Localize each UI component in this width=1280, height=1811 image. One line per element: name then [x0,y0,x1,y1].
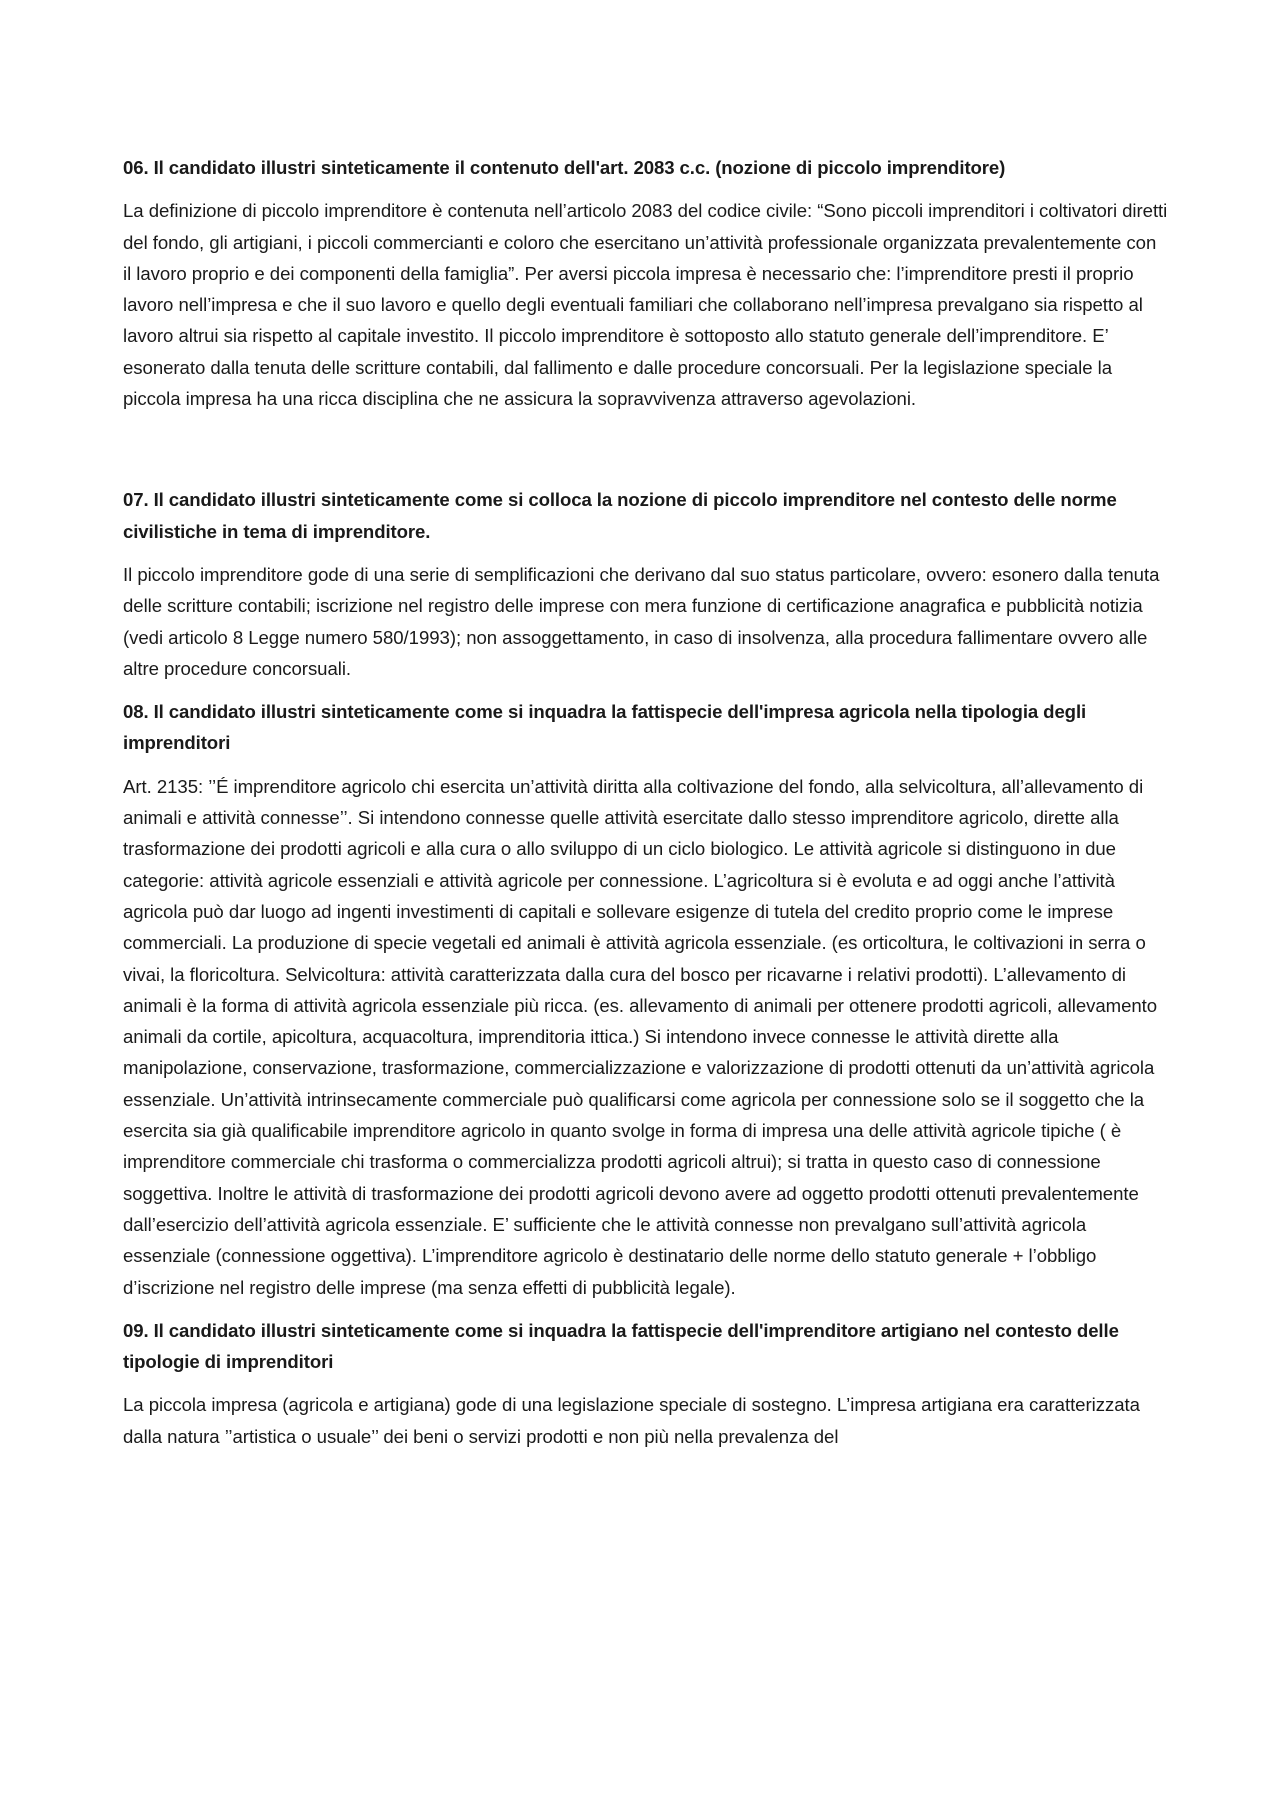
answer-06-paragraph: La definizione di piccolo imprenditore è contenuta nell’articolo 2083 del codice civile: “Sono piccoli imprenditori i coltivatori diretti del fondo, gli artigiani, i piccoli commercianti e coloro che esercitano un’attività professionale organizzata prevalentemente con il lavoro proprio e dei componenti della famiglia”. Per aversi piccola impresa è necessario che: l’imprenditore presti il proprio lavoro nell’impresa e che il suo lavoro e quello degli eventuali familiari che collaborano nell’impresa prevalgano sia rispetto al lavoro altrui sia rispetto al capitale investito. Il piccolo imprenditore è sottoposto allo statuto generale dell’imprenditore. E’ esonerato dalla tenuta delle scritture contabili, dal fallimento e dalle procedure concorsuali. Per la legislazione speciale la piccola impresa ha una ricca disciplina che ne assicura la sopravvivenza attraverso agevolazioni. [123,200,1168,410]
answer-08-paragraph: Art. 2135: ’’É imprenditore agricolo chi esercita un’attività diritta alla coltivazione del fondo, alla selvicoltura, all’allevamento di animali e attività connesse’’. Si intendono connesse quelle attività esercitate dallo stesso imprenditore agricolo, dirette alla trasformazione dei prodotti agricoli e alla cura o allo sviluppo di un ciclo biologico. Le attività agricole si distinguono in due categorie: attività agricole essenziali e attività agricole per connessione. L’agricoltura si è evoluta e ad oggi anche l’attività agricola può dar luogo ad ingenti investimenti di capitali e sollevare esigenze di tutela del credito proprio come le imprese commerciali. La produzione di specie vegetali ed animali è attività agricola essenziale. (es orticoltura, le coltivazioni in serra o vivai, la floricoltura. Selvicoltura: attività caratterizzata dalla cura del bosco per ricavarne i relativi prodotti). L’allevamento di animali è la forma di attività agricola essenziale più ricca. (es. allevamento di animali per ottenere prodotti agricoli, allevamento animali da cortile, apicoltura, acquacoltura, imprenditoria ittica.) Si intendono invece connesse le attività dirette alla manipolazione, conservazione, trasformazione, commercializzazione e valorizzazione di prodotti ottenuti da un’attività agricola essenziale. Un’attività intrinsecamente commerciale può qualificarsi come agricola per connessione solo se il soggetto che la esercita sia già qualificabile imprenditore agricolo in quanto svolge in forma di impresa una delle attività agricole tipiche ( è imprenditore commerciale chi trasforma o commercializza prodotti agricoli altrui); si tratta in questo caso di connessione soggettiva. Inoltre le attività di trasformazione dei prodotti agricoli devono avere ad oggetto prodotti ottenuti prevalentemente dall’esercizio dell’attività agricola essenziale. E’ sufficiente che le attività connesse non prevalgano sull’attività agricola essenziale (connessione oggettiva). L’imprenditore agricolo è destinatario delle norme dello statuto generale + l’obbligo d’iscrizione nel registro delle imprese (ma senza effetti di pubblicità legale). [123,775,1158,1298]
document-page [123,152,1168,1452]
question-06-heading: 06. Il candidato illustri sinteticamente il contenuto dell'art. 2083 c.c. (nozione di piccolo imprenditore) [123,157,1006,178]
question-07-heading: 07. Il candidato illustri sinteticamente come si colloca la nozione di piccolo imprenditore nel contesto delle norme civilistiche in tema di imprenditore. [123,489,1117,542]
question-08-heading: 08. Il candidato illustri sinteticamente come si inquadra la fattispecie dell'impresa agricola nella tipologia degli imprenditori [123,701,1087,754]
answer-07-paragraph: Il piccolo imprenditore gode di una serie di semplificazioni che derivano dal suo status particolare, ovvero: esonero dalla tenuta delle scritture contabili; iscrizione nel registro delle imprese con mera funzione di certificazione anagrafica e pubblicità notizia (vedi articolo 8 Legge numero 580/1993); non assoggettamento, in caso di insolvenza, alla procedura fallimentare ovvero alle altre procedure concorsuali. [123,563,1160,679]
question-09-heading: 09. Il candidato illustri sinteticamente come si inquadra la fattispecie dell'imprenditore artigiano nel contesto delle tipologie di imprenditori [123,1319,1119,1373]
answer-09-paragraph: La piccola impresa (agricola e artigiana) gode di una legislazione speciale di sostegno. L’impresa artigiana era caratterizzata dalla natura ’’artistica o usuale’’ dei beni o servizi prodotti e non più nella prevalenza del [123,1394,1140,1447]
